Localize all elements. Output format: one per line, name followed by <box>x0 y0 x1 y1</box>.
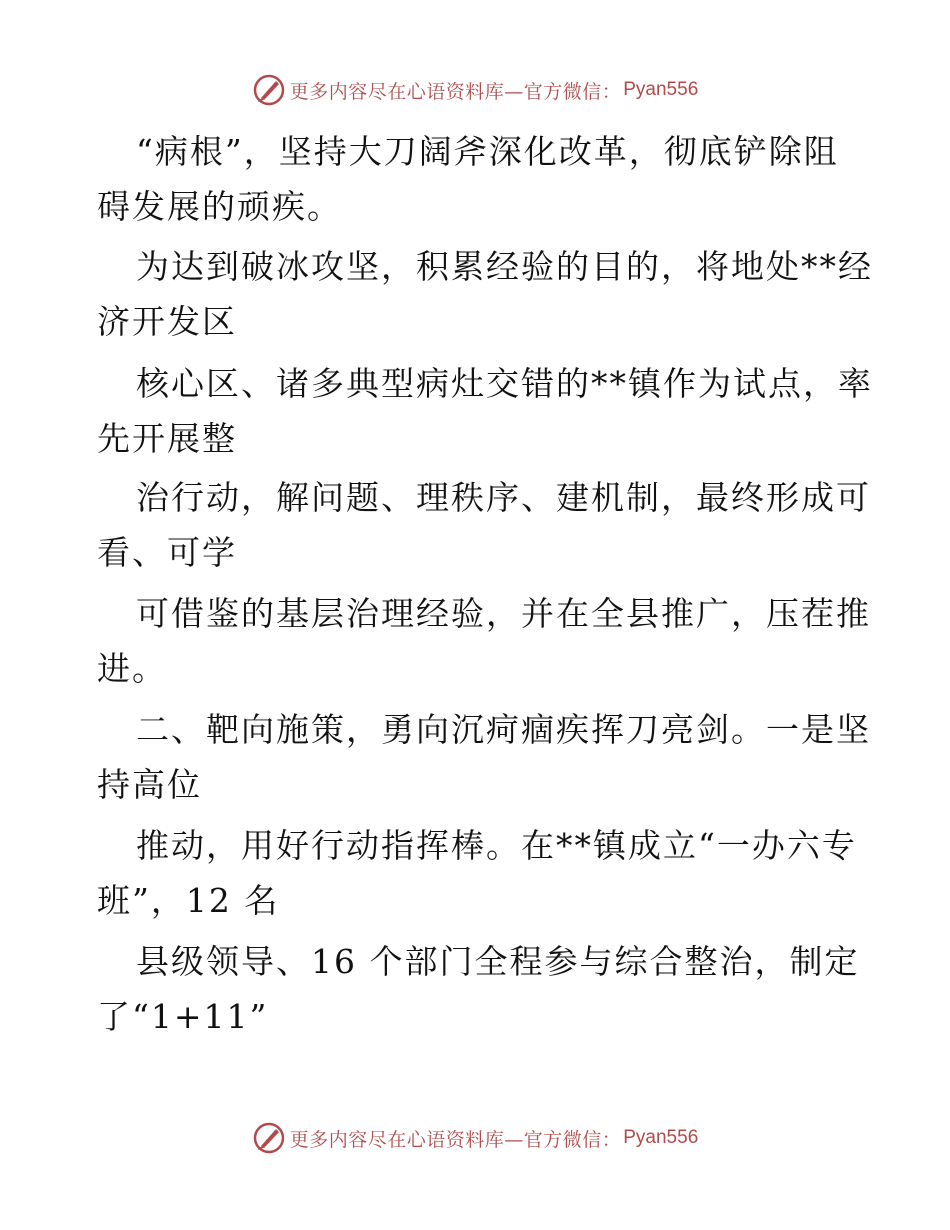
quill-logo-icon <box>252 1121 286 1155</box>
watermark-text: 更多内容尽在心语资料库—官方微信： <box>289 80 622 103</box>
body-line: 县级领导、16 个部门全程参与综合整治，制定 <box>136 942 860 981</box>
body-line: 二、靶向施策，勇向沉疴痼疾挥刀亮剑。一是坚 <box>136 710 871 749</box>
header-watermark <box>0 70 950 110</box>
body-line: 推动，用好行动指挥棒。在**镇成立“一办六专 <box>136 826 857 865</box>
body-line: 看、可学 <box>97 533 237 572</box>
body-line: 碍发展的顽疾。 <box>97 187 342 226</box>
body-line: 先开展整 <box>97 419 237 458</box>
quill-logo-icon <box>252 73 286 107</box>
body-line: 治行动，解问题、理秩序、建机制，最终形成可 <box>136 478 871 517</box>
body-line: 核心区、诸多典型病灶交错的**镇作为试点，率 <box>136 364 873 403</box>
watermark-text: 更多内容尽在心语资料库—官方微信： <box>289 1128 622 1151</box>
body-line: 可借鉴的基层治理经验，并在全县推广，压茬推 <box>136 594 871 633</box>
body-line: 持高位 <box>97 765 202 804</box>
body-line: 进。 <box>97 649 167 688</box>
body-line: 济开发区 <box>97 302 237 341</box>
watermark-wechat-id: Pyan556 <box>623 79 699 100</box>
body-line: 了“1+11” <box>97 997 269 1036</box>
body-line: “病根”，坚持大刀阔斧深化改革，彻底铲除阻 <box>136 132 839 171</box>
watermark-wechat-id: Pyan556 <box>623 1127 699 1148</box>
body-line: 为达到破冰攻坚，积累经验的目的，将地处**经 <box>136 247 873 286</box>
body-line: 班”，12 名 <box>97 881 280 920</box>
footer-watermark <box>0 1118 950 1158</box>
